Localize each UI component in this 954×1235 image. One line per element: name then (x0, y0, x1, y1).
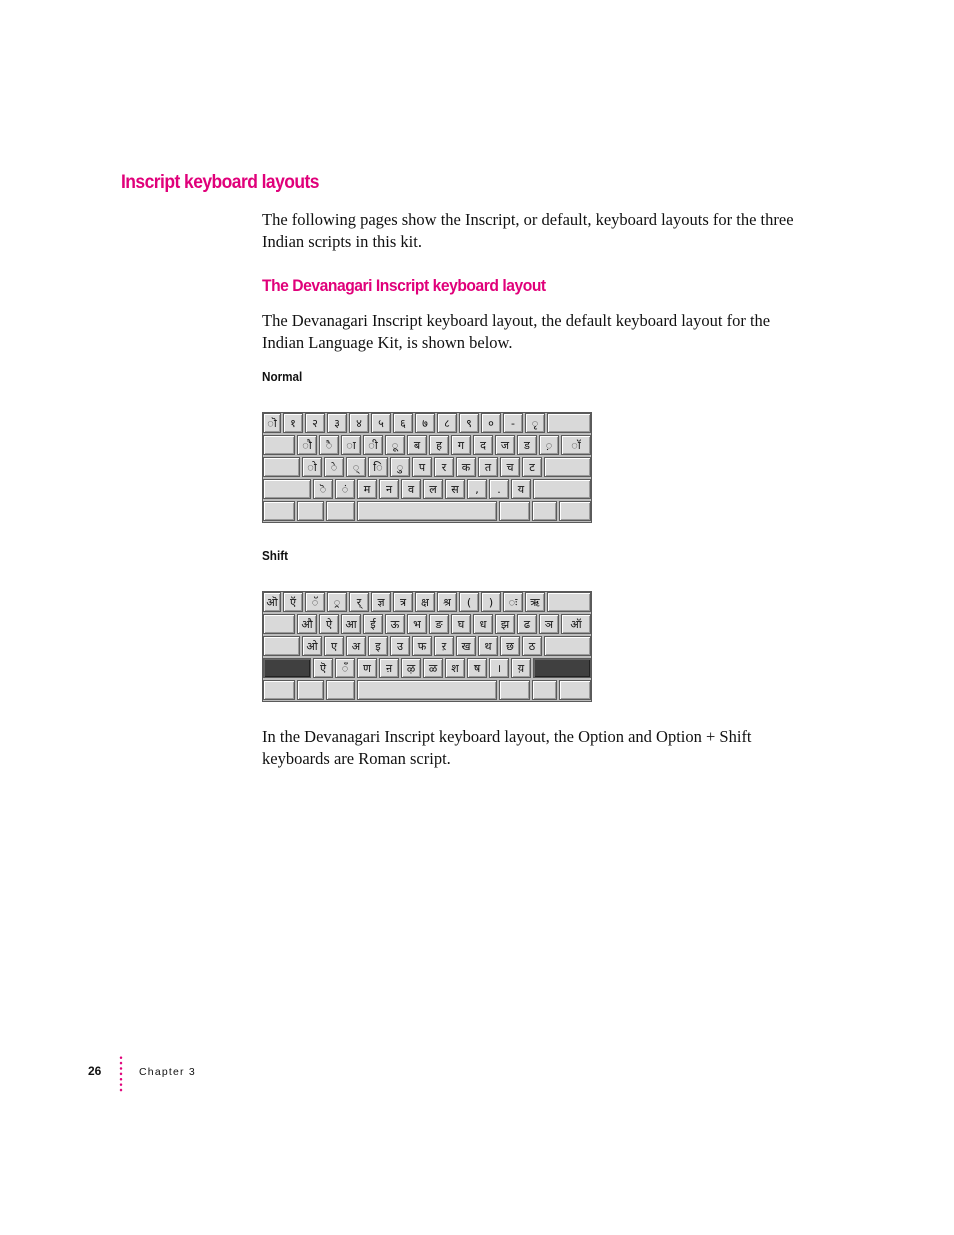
keyboard-key (263, 457, 300, 477)
keyboard-key: ॉ (561, 435, 591, 455)
keyboard-key: र् (349, 592, 369, 612)
keyboard-key: १ (283, 413, 303, 433)
keyboard-key (547, 592, 591, 612)
normal-label: Normal (262, 369, 303, 384)
keyboard-key (532, 680, 557, 700)
keyboard-key: . (489, 479, 509, 499)
keyboard-key: र (434, 457, 454, 477)
keyboard-key: ऋ (525, 592, 545, 612)
dotted-divider (119, 1055, 123, 1093)
keyboard-key: ख (456, 636, 476, 656)
keyboard-row (263, 413, 591, 433)
keyboard-key: द (473, 435, 493, 455)
keyboard-key: ऎ (313, 658, 333, 678)
keyboard-key: े (324, 457, 344, 477)
keyboard-key: ू (385, 435, 405, 455)
keyboard-key: ळ (423, 658, 443, 678)
keyboard-key: ँ (335, 658, 355, 678)
keyboard-key: ् (346, 457, 366, 477)
keyboard-key: ९ (459, 413, 479, 433)
keyboard-key: ऴ (401, 658, 421, 678)
keyboard-key: ृ (525, 413, 545, 433)
keyboard-key: ्र (327, 592, 347, 612)
keyboard-key: ए (324, 636, 344, 656)
keyboard-row (263, 592, 591, 612)
keyboard-key: - (503, 413, 523, 433)
keyboard-key: थ (478, 636, 498, 656)
keyboard-key: ज्ञ (371, 592, 391, 612)
keyboard-key: ग (451, 435, 471, 455)
keyboard-key: , (467, 479, 487, 499)
page-number: 26 (88, 1064, 102, 1078)
keyboard-key: ६ (393, 413, 413, 433)
keyboard-key (532, 501, 557, 521)
keyboard-key: स (445, 479, 465, 499)
keyboard-key (357, 501, 497, 521)
keyboard-key: ट (522, 457, 542, 477)
keyboard-key (533, 479, 591, 499)
keyboard-key: ३ (327, 413, 347, 433)
keyboard-key: ई (363, 614, 383, 634)
keyboard-key (544, 636, 591, 656)
keyboard-key: ऒ (263, 592, 281, 612)
keyboard-key: । (489, 658, 509, 678)
keyboard-key: ु (390, 457, 410, 477)
keyboard-key: श (445, 658, 465, 678)
keyboard-key (263, 636, 300, 656)
keyboard-key: भ (407, 614, 427, 634)
keyboard-key: ऱ (434, 636, 454, 656)
keyboard-key: त्र (393, 592, 413, 612)
shift-label: Shift (262, 548, 289, 563)
keyboard-key: ॅ (305, 592, 325, 612)
keyboard-key: ओ (302, 636, 322, 656)
keyboard-key: ठ (522, 636, 542, 656)
keyboard-key: ऐ (319, 614, 339, 634)
keyboard-key (547, 413, 591, 433)
keyboard-row (263, 501, 591, 521)
keyboard-key: च (500, 457, 520, 477)
keyboard-key (297, 501, 324, 521)
keyboard-key: इ (368, 636, 388, 656)
keyboard-key: ह (429, 435, 449, 455)
keyboard-key (263, 479, 311, 499)
keyboard-key: झ (495, 614, 515, 634)
keyboard-key: ऑ (561, 614, 591, 634)
keyboard-key: प (412, 457, 432, 477)
keyboard-key: ४ (349, 413, 369, 433)
keyboard-key (263, 435, 295, 455)
keyboard-key: ष (467, 658, 487, 678)
keyboard-row (263, 457, 591, 477)
closing-paragraph: In the Devanagari Inscript keyboard layout, the Option and Option + Shift keyboards are Roman script. (262, 727, 752, 768)
keyboard-key: ऩ (379, 658, 399, 678)
keyboard-normal-frame (262, 412, 592, 523)
keyboard-key (263, 614, 295, 634)
keyboard-key (297, 680, 324, 700)
keyboard-key: ी (363, 435, 383, 455)
keyboard-key: ढ (517, 614, 537, 634)
subsection-paragraph: The Devanagari Inscript keyboard layout, the default keyboard layout for the Indian Language Kit, is shown below. (262, 311, 771, 352)
keyboard-key: आ (341, 614, 361, 634)
keyboard-key (499, 680, 530, 700)
keyboard-key: ॆ (313, 479, 333, 499)
keyboard-key: ा (341, 435, 361, 455)
keyboard-key (263, 658, 311, 678)
keyboard-row (263, 479, 591, 499)
keyboard-key: ऊ (385, 614, 405, 634)
keyboard-key: उ (390, 636, 410, 656)
keyboard-key: ध (473, 614, 493, 634)
keyboard-key: ै (319, 435, 339, 455)
keyboard-key: ब (407, 435, 427, 455)
keyboard-key: ज (495, 435, 515, 455)
keyboard-key: श्र (437, 592, 457, 612)
keyboard-key: ङ (429, 614, 449, 634)
keyboard-key: ॊ (263, 413, 281, 433)
keyboard-key: न (379, 479, 399, 499)
keyboard-key: क्ष (415, 592, 435, 612)
keyboard-key (263, 501, 295, 521)
keyboard-key: ल (423, 479, 443, 499)
keyboard-key: ऍ (283, 592, 303, 612)
keyboard-key: ५ (371, 413, 391, 433)
keyboard-key: ि (368, 457, 388, 477)
keyboard-key (533, 658, 591, 678)
keyboard-key: ८ (437, 413, 457, 433)
intro-paragraph: The following pages show the Inscript, or default, keyboard layouts for the three Indian scripts in this kit. (262, 210, 794, 251)
keyboard-key (559, 501, 591, 521)
section-title: Inscript keyboard layouts (121, 172, 319, 193)
keyboard-shift (262, 591, 592, 702)
keyboard-key: य़ (511, 658, 531, 678)
keyboard-key (326, 501, 355, 521)
keyboard-key: ़ (539, 435, 559, 455)
keyboard-key: फ (412, 636, 432, 656)
keyboard-key: ड (517, 435, 537, 455)
keyboard-key: ः (503, 592, 523, 612)
keyboard-key: ो (302, 457, 322, 477)
keyboard-key: ( (459, 592, 479, 612)
keyboard-row (263, 614, 591, 634)
keyboard-key: क (456, 457, 476, 477)
keyboard-row (263, 658, 591, 678)
keyboard-key: व (401, 479, 421, 499)
keyboard-normal (262, 412, 592, 523)
keyboard-key (559, 680, 591, 700)
subsection-title: The Devanagari Inscript keyboard layout (262, 276, 546, 295)
keyboard-key: औ (297, 614, 317, 634)
keyboard-key: ञ (539, 614, 559, 634)
keyboard-key: ७ (415, 413, 435, 433)
keyboard-key (544, 457, 591, 477)
keyboard-key (499, 501, 530, 521)
keyboard-key: त (478, 457, 498, 477)
keyboard-key: घ (451, 614, 471, 634)
keyboard-row (263, 435, 591, 455)
keyboard-key: ं (335, 479, 355, 499)
keyboard-row (263, 680, 591, 700)
keyboard-key: ौ (297, 435, 317, 455)
keyboard-key: छ (500, 636, 520, 656)
keyboard-key: अ (346, 636, 366, 656)
keyboard-key (326, 680, 355, 700)
keyboard-key: ण (357, 658, 377, 678)
keyboard-row (263, 636, 591, 656)
keyboard-key: म (357, 479, 377, 499)
chapter-label: Chapter 3 (139, 1066, 196, 1078)
keyboard-key: य (511, 479, 531, 499)
keyboard-key: २ (305, 413, 325, 433)
keyboard-key (357, 680, 497, 700)
keyboard-key (263, 680, 295, 700)
keyboard-shift-frame (262, 591, 592, 702)
keyboard-key: ० (481, 413, 501, 433)
keyboard-key: ) (481, 592, 501, 612)
